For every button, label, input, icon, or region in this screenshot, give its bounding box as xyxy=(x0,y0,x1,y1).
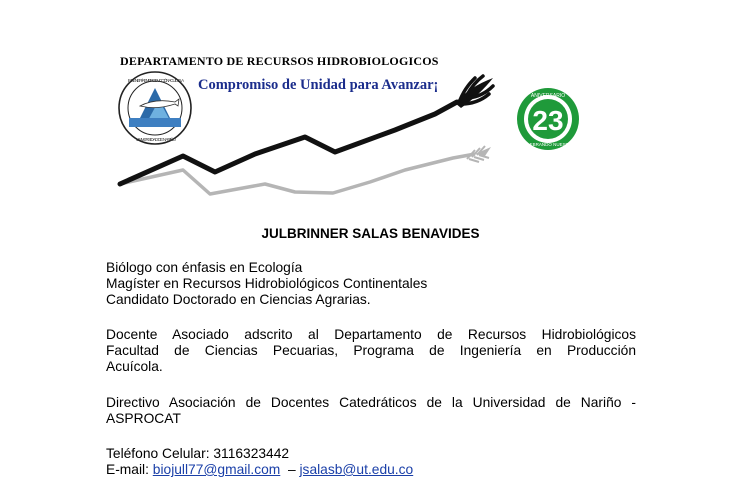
email-line xyxy=(106,462,413,478)
anniversary-badge xyxy=(517,88,579,150)
phone-line: Teléfono Celular: 3116323442 xyxy=(106,446,290,461)
degree-line: Candidato Doctorado en Ciencias Agrarias. xyxy=(106,292,371,307)
email-link-ut[interactable]: jsalasb@ut.edu.co xyxy=(299,462,414,477)
svg-text:ANIVERSARIO: ANIVERSARIO xyxy=(530,93,566,99)
slogan: Compromiso de Unidad para Avanzar¡ xyxy=(198,77,439,93)
directive-line: Directivo Asociación de Docentes Catedráticos de la Universidad de Nariño - xyxy=(106,395,636,410)
email-separator: – xyxy=(287,462,296,477)
svg-text:UNIVERSIDAD DE NARIÑO: UNIVERSIDAD DE NARIÑO xyxy=(136,137,176,142)
svg-text:INGENIERÍA EN PRODUCCIÓN ACUÍC: INGENIERÍA EN PRODUCCIÓN ACUÍCOLA xyxy=(128,78,184,83)
position-line: Facultad de Ciencias Pecuarias, Programa de Ingeniería en Producción xyxy=(106,343,636,358)
degree-line: Magíster en Recursos Hidrobiológicos Continentales xyxy=(106,276,428,291)
department-title: DEPARTAMENTO DE RECURSOS HIDROBIOLOGICOS xyxy=(120,54,439,68)
degree-line: Biólogo con énfasis en Ecología xyxy=(106,260,303,275)
svg-text:CELEBRANDO NUESTRO: CELEBRANDO NUESTRO xyxy=(520,142,576,147)
email-label: E-mail: xyxy=(106,462,149,477)
svg-text:23: 23 xyxy=(532,105,564,136)
email-link-gmail[interactable]: biojull77@gmail.com xyxy=(152,462,281,477)
position-line: Docente Asociado adscrito al Departamento de Recursos Hidrobiológicos xyxy=(106,327,636,342)
profile-name: JULBRINNER SALAS BENAVIDES xyxy=(261,226,480,241)
position-line: Acuícola. xyxy=(106,359,163,374)
growth-arrow-light xyxy=(120,146,491,194)
directive-line: ASPROCAT xyxy=(106,411,181,426)
program-logo xyxy=(119,72,191,144)
